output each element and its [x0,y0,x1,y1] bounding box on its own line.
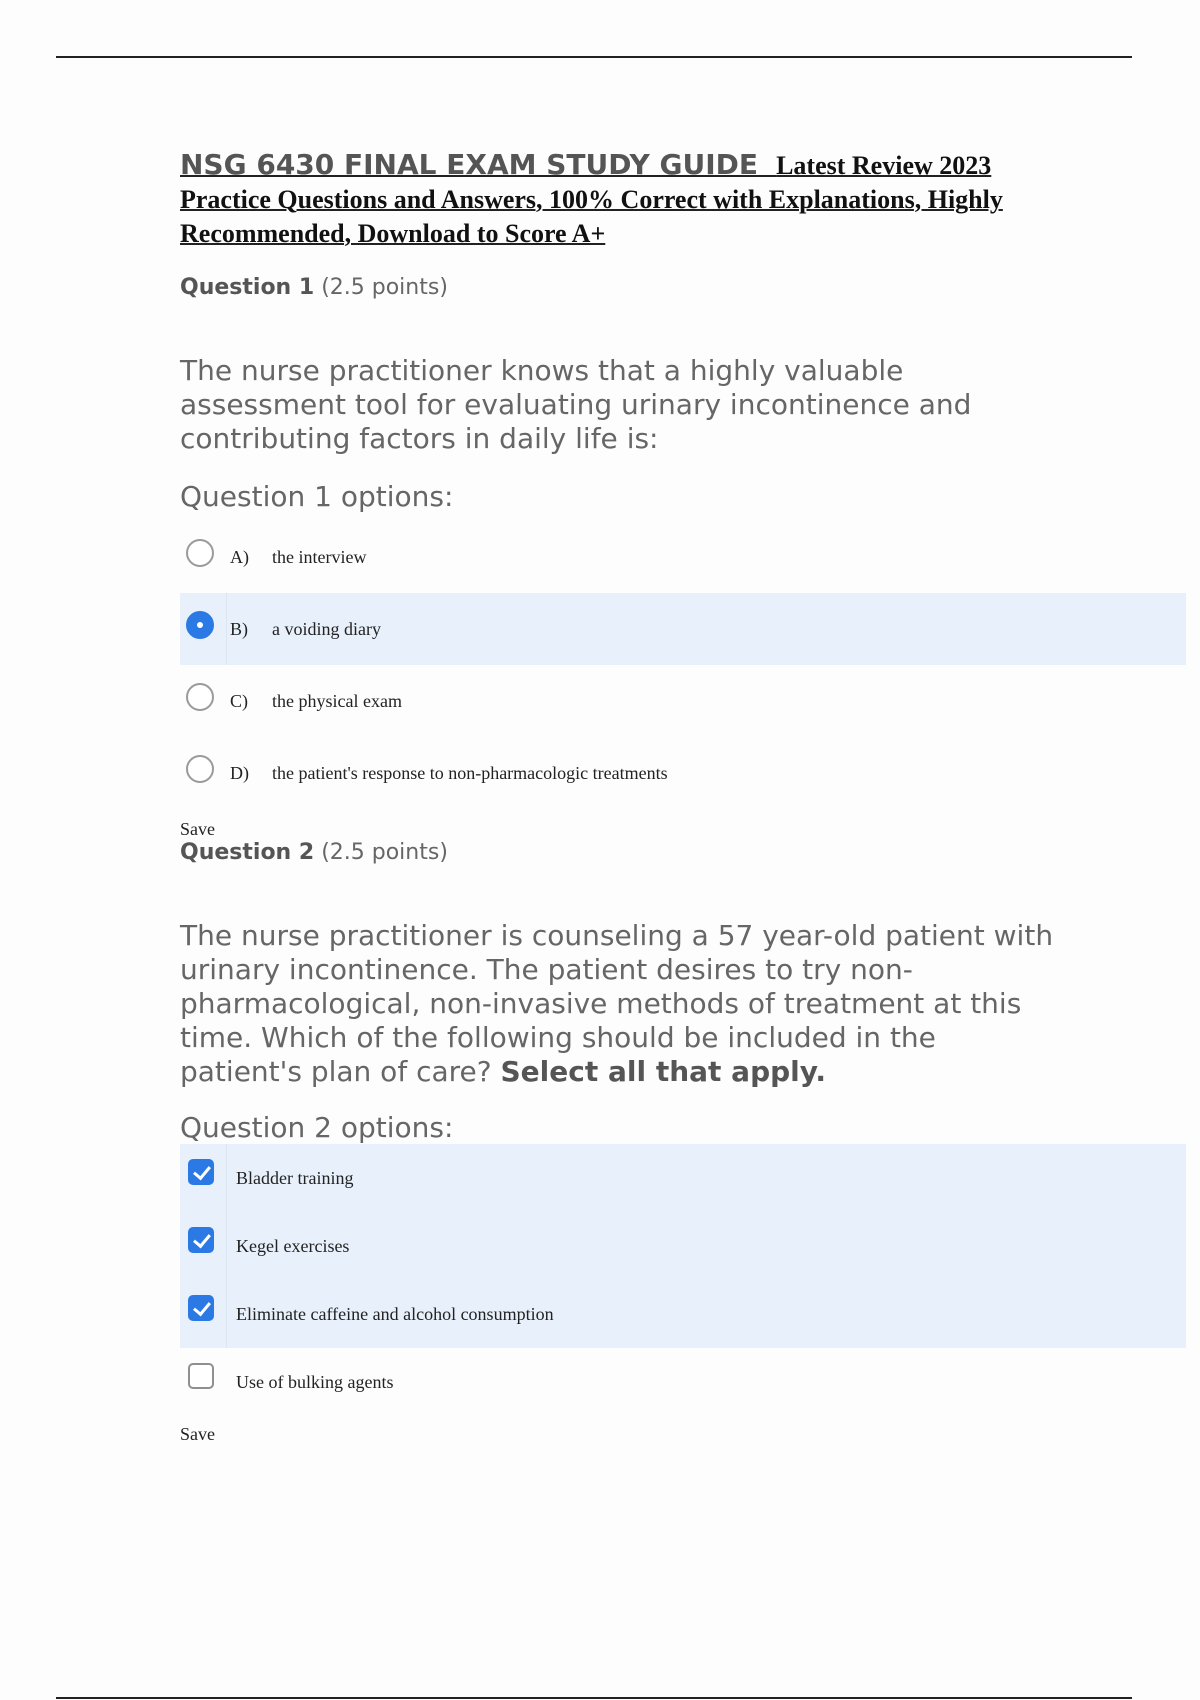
question-2-emphasis: Select all that apply. [500,1055,827,1088]
option-bulking-agents[interactable] [180,1348,1186,1416]
option-text: a voiding diary [272,618,381,639]
checkbox-checked[interactable] [188,1295,214,1321]
question-2-options [180,1144,1186,1416]
checkbox-checked[interactable] [188,1159,214,1185]
document-title [180,148,1040,251]
question-2-label: Question 2 [180,840,315,865]
title-subtitle: Latest Review 2023 Practice Questions and Answers, 100% Correct with Explanations, Highly Recommended, Download to Score A+ [180,151,1003,248]
checkbox[interactable] [188,1363,214,1389]
question-1-points: (2.5 points) [321,275,448,300]
question-1-header [180,275,1186,300]
question-2-text [180,919,1060,1089]
radio-button-selected[interactable] [186,611,214,639]
radio-button[interactable] [186,755,214,783]
option-text: Eliminate caffeine and alcohol consumption [236,1303,554,1324]
option-kegel-exercises[interactable] [180,1212,1186,1280]
question-2-points: (2.5 points) [321,840,448,865]
radio-button[interactable] [186,683,214,711]
save-button[interactable]: Save [180,819,215,839]
option-text: Use of bulking agents [236,1371,394,1392]
question-1-options-label: Question 1 options: [180,480,454,513]
radio-button[interactable] [186,539,214,567]
option-text: the patient's response to non-pharmacologic treatments [272,762,668,783]
document-body [180,148,1186,1445]
option-a[interactable] [180,521,1186,593]
question-2-header [180,840,1186,865]
question-2-options-label: Question 2 options: [180,1111,454,1144]
option-letter: D) [230,762,249,783]
save-button[interactable]: Save [180,1424,215,1444]
option-letter: A) [230,546,249,567]
option-d[interactable] [180,737,1186,809]
bottom-rule [56,1697,1132,1699]
option-eliminate-caffeine[interactable] [180,1280,1186,1348]
option-b[interactable] [180,593,1186,665]
option-bladder-training[interactable] [180,1144,1186,1212]
option-text: the interview [272,546,367,567]
question-1-text: The nurse practitioner knows that a highly valuable assessment tool for evaluating urinary incontinence and contributing factors in daily life is: [180,354,972,455]
option-letter: B) [230,618,248,639]
top-rule [56,56,1132,58]
option-letter: C) [230,690,248,711]
question-1-options [180,521,1186,809]
question-2-body: The nurse practitioner is counseling a 57 year-old patient with urinary incontinence. The patient desires to try non-pharmacological, non-invasive methods of treatment at this time. Which of the following should be included in the patient's plan of care? [180,919,1054,1088]
option-text: Kegel exercises [236,1235,350,1256]
title-course: NSG 6430 FINAL EXAM STUDY GUIDE [180,148,758,181]
option-text: Bladder training [236,1167,354,1188]
checkbox-checked[interactable] [188,1227,214,1253]
option-c[interactable] [180,665,1186,737]
question-1-label: Question 1 [180,275,315,300]
option-text: the physical exam [272,690,402,711]
